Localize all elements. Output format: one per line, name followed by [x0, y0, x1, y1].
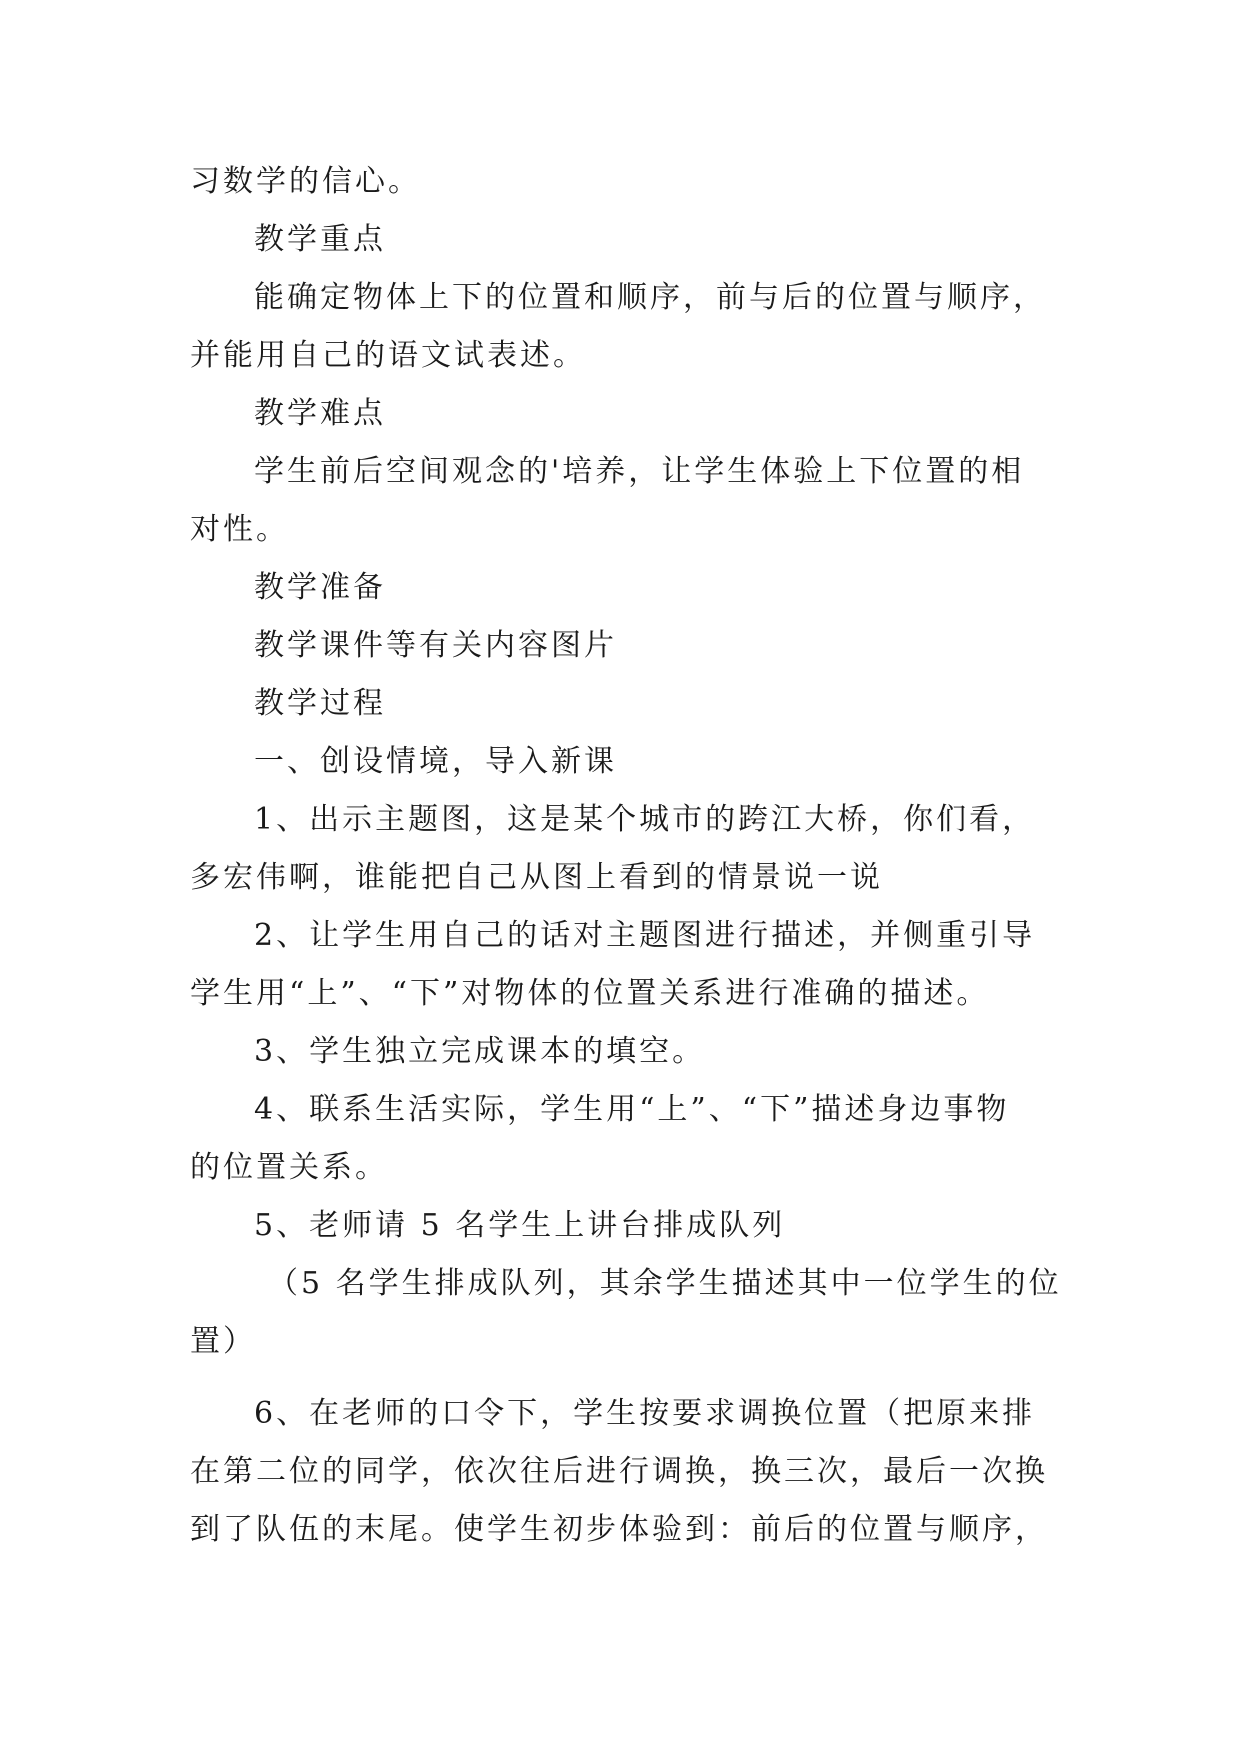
section-heading-process: 教学过程: [254, 686, 386, 721]
text-line: 并能用自己的语文试表述。: [190, 338, 586, 373]
list-item-4: 4、联系生活实际，学生用“上”、“下”描述身边事物: [254, 1092, 1010, 1127]
section-heading-preparation: 教学准备: [254, 570, 386, 605]
parenthetical-note: （5 名学生排成队列，其余学生描述其中一位学生的位: [268, 1266, 1062, 1301]
list-item-1: 1、出示主题图，这是某个城市的跨江大桥，你们看，: [254, 802, 1036, 837]
text-line: 到了队伍的末尾。使学生初步体验到：前后的位置与顺序，: [190, 1512, 1048, 1547]
list-item-5: 5、老师请 5 名学生上讲台排成队列: [254, 1208, 786, 1243]
text-line: 学生前后空间观念的'培养，让学生体验上下位置的相: [254, 454, 1025, 489]
list-item-3: 3、学生独立完成课本的填空。: [254, 1034, 706, 1069]
text-line: 多宏伟啊，谁能把自己从图上看到的情景说一说: [190, 860, 883, 895]
text-line: 学生用“上”、“下”对物体的位置关系进行准确的描述。: [190, 976, 990, 1011]
section-heading-difficulties: 教学难点: [254, 396, 386, 431]
text-line: 对性。: [190, 512, 289, 547]
text-line: 在第二位的同学，依次往后进行调换，换三次，最后一次换: [190, 1454, 1048, 1489]
text-line: 置）: [190, 1324, 256, 1359]
text-line-continuation: 习数学的信心。: [190, 164, 421, 199]
list-item-2: 2、让学生用自己的话对主题图进行描述，并侧重引导: [254, 918, 1036, 953]
list-item-6: 6、在老师的口令下，学生按要求调换位置（把原来排: [254, 1396, 1036, 1431]
text-line: 教学课件等有关内容图片: [254, 628, 617, 663]
text-line: 能确定物体上下的位置和顺序，前与后的位置与顺序，: [254, 280, 1046, 315]
text-line: 的位置关系。: [190, 1150, 388, 1185]
section-heading-key-points: 教学重点: [254, 222, 386, 257]
subsection-heading: 一、创设情境，导入新课: [254, 744, 617, 779]
